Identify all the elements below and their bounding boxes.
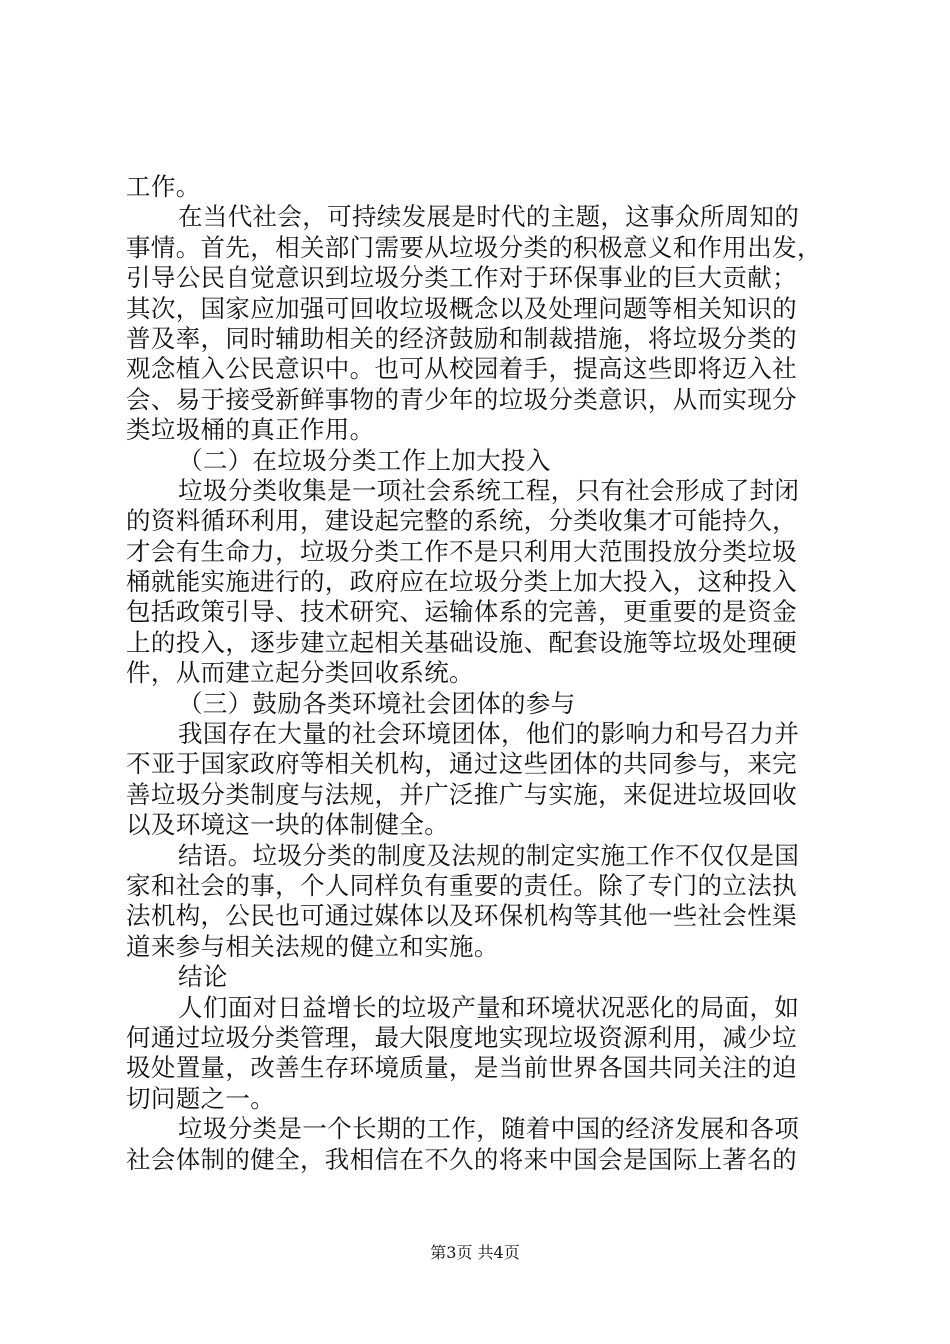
text-line: 道来参与相关法规的健立和实施。 bbox=[126, 931, 499, 961]
text-line: 包括政策引导、技术研究、运输体系的完善，更重要的是资金 bbox=[126, 597, 797, 627]
section-heading: （三）鼓励各类环境社会团体的参与 bbox=[178, 688, 576, 718]
text-line: 桶就能实施进行的，政府应在垃圾分类上加大投入，这种投入 bbox=[126, 567, 797, 597]
text-line: 家和社会的事，个人同样负有重要的责任。除了专门的立法执 bbox=[126, 870, 797, 900]
text-line: 类垃圾桶的真正作用。 bbox=[126, 415, 375, 445]
text-line: 何通过垃圾分类管理，最大限度地实现垃圾资源利用，减少垃 bbox=[126, 1022, 797, 1052]
text-line: 普及率，同时辅助相关的经济鼓励和制裁措施，将垃圾分类的 bbox=[126, 323, 797, 353]
text-line: 件，从而建立起分类回收系统。 bbox=[126, 658, 474, 688]
text-line: 圾处置量，改善生存环境质量，是当前世界各国共同关注的迫 bbox=[126, 1053, 797, 1083]
text-line: 垃圾分类收集是一项社会系统工程，只有社会形成了封闭 bbox=[178, 475, 800, 505]
text-line: 的资料循环利用，建设起完整的系统，分类收集才可能持久， bbox=[126, 506, 797, 536]
text-line: 法机构，公民也可通过媒体以及环保机构等其他一些社会性渠 bbox=[126, 901, 797, 931]
text-line: 善垃圾分类制度与法规，并广泛推广与实施，来促进垃圾回收 bbox=[126, 779, 797, 809]
text-line: 会、易于接受新鲜事物的青少年的垃圾分类意识，从而实现分 bbox=[126, 384, 797, 414]
text-line: 观念植入公民意识中。也可从校园着手，提高这些即将迈入社 bbox=[126, 354, 797, 384]
text-line: 社会体制的健全，我相信在不久的将来中国会是国际上著名的 bbox=[126, 1144, 797, 1174]
page-number: 第3页 共4页 bbox=[430, 1243, 520, 1262]
text-line: 上的投入，逐步建立起相关基础设施、配套设施等垃圾处理硬 bbox=[126, 627, 797, 657]
text-line: 切问题之一。 bbox=[126, 1083, 276, 1113]
text-line: 事情。首先，相关部门需要从垃圾分类的积极意义和作用出发， bbox=[126, 232, 822, 262]
section-heading: 结论 bbox=[178, 962, 228, 992]
text-line: 结语。垃圾分类的制度及法规的制定实施工作不仅仅是国 bbox=[178, 840, 800, 870]
text-line: 工作。 bbox=[126, 172, 201, 201]
text-line: 在当代社会，可持续发展是时代的主题，这事众所周知的 bbox=[178, 202, 800, 232]
text-line: 我国存在大量的社会环境团体，他们的影响力和号召力并 bbox=[178, 719, 800, 749]
text-line: 其次，国家应加强可回收垃圾概念以及处理问题等相关知识的 bbox=[126, 293, 797, 323]
section-heading: （二）在垃圾分类工作上加大投入 bbox=[178, 445, 551, 475]
text-line: 以及环境这一块的体制健全。 bbox=[126, 810, 450, 840]
document-body bbox=[126, 172, 830, 1175]
text-line: 才会有生命力，垃圾分类工作不是只利用大范围投放分类垃圾 bbox=[126, 536, 797, 566]
text-line: 引导公民自觉意识到垃圾分类工作对于环保事业的巨大贡献； bbox=[126, 263, 797, 293]
text-line: 不亚于国家政府等相关机构，通过这些团体的共同参与，来完 bbox=[126, 749, 797, 779]
text-line: 人们面对日益增长的垃圾产量和环境状况恶化的局面，如 bbox=[178, 992, 800, 1022]
text-line: 垃圾分类是一个长期的工作，随着中国的经济发展和各项 bbox=[178, 1114, 800, 1144]
